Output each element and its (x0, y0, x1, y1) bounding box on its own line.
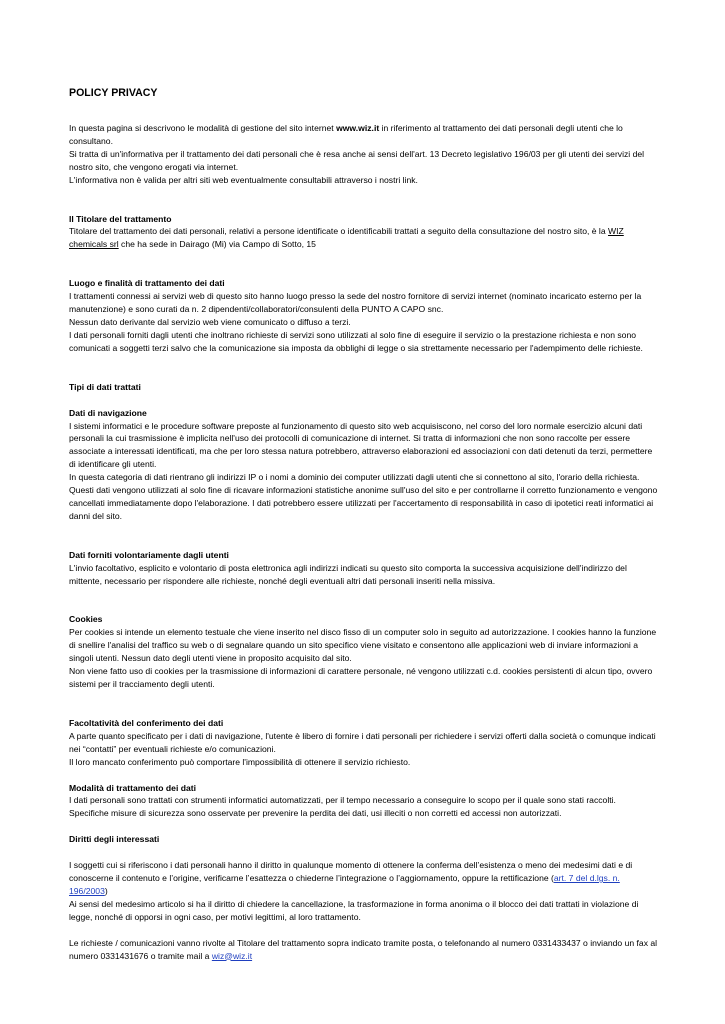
navigazione-paragraph-2: In questa categoria di dati rientrano gli indirizzi IP o i nomi a dominio dei computer utilizzati dagli utenti che si connettono al sito, l'orario della richiesta. Questi dati vengono utilizzati al solo fine di ricavare informazioni statistiche anonime sull'uso del sito e per controllarne il corretto funzionamento e vengono cancellati immediatamente dopo l'elaborazione. I dati potrebbero essere utilizzati per l'accertamento di responsabilità in caso di ipotetici reati informatici ai danni del sito. (69, 472, 658, 521)
contact-text: Le richieste / comunicazioni vanno rivolte al Titolare del trattamento sopra indicato tramite posta, o telefonando al numero 0331433437 o inviando un fax al numero 0331431676 o tramite mail a (69, 937, 658, 961)
law-article-link[interactable]: art. 7 del d.lgs. n. 196/2003 (69, 873, 620, 896)
diritti-text-end: ) (104, 885, 108, 896)
section-heading-titolare: Il Titolare del trattamento (69, 213, 172, 224)
titolare-paragraph (69, 225, 659, 251)
diritti-paragraph-1 (69, 859, 659, 898)
section-heading-facoltativita: Facoltatività del conferimento dei dati (69, 717, 224, 728)
policy-content (69, 86, 659, 963)
diritti-text-start: I soggetti cui si riferiscono i dati personali hanno il diritto in qualunque momento di ottenere la conferma dell’esistenza o meno dei medesimi dati e di conoscerne il contenuto e l’origine, verificarne l’esattezza o chiederne l’integrazione o l’aggiornamento, oppure la rettificazione ( (69, 860, 633, 884)
contact-paragraph (69, 937, 659, 963)
page-title: POLICY PRIVACY (69, 87, 158, 99)
section-heading-cookies: Cookies (69, 614, 103, 625)
intro-text-end: in riferimento al trattamento dei dati personali degli utenti che lo consultano. (69, 123, 623, 146)
section-heading-diritti: Diritti degli interessati (69, 834, 160, 845)
site-address: www.wiz.it (336, 123, 380, 133)
cookies-paragraph-2: Non viene fatto uso di cookies per la trasmissione di informazioni di carattere personale, né vengono utilizzati c.d. cookies persistenti di alcun tipo, ovvero sistemi per il tracciamento degli utenti. (69, 666, 653, 689)
luogo-paragraph-3: I dati personali forniti dagli utenti che inoltrano richieste di servizi sono utilizzati al solo fine di eseguire il servizio o la prestazione richiesta e non sono comunicati a soggetti terzi salvo che la comunicazione sia imposta da obblighi di legge o sia strettamente necessario per l'adempimento delle richieste. (69, 329, 643, 353)
section-heading-luogo: Luogo e finalità di trattamento dei dati (69, 278, 225, 289)
section-heading-tipi: Tipi di dati trattati (69, 381, 141, 392)
intro-paragraph (69, 122, 659, 148)
section-heading-navigazione: Dati di navigazione (69, 407, 147, 418)
intro-legal-paragraph: Si tratta di un'informativa per il trattamento dei dati personali che è resa anche ai sensi dell'art. 13 Decreto legislativo 196/03 per gli utenti dei servizi del nostro sito, che vengono erogati via internet. (69, 148, 645, 172)
volontari-paragraph: L'invio facoltativo, esplicito e volontario di posta elettronica agli indirizzi indicati su questo sito comporta la successiva acquisizione dell'indirizzo del mittente, necessario per rispondere alle richieste, nonché degli eventuali altri dati personali inseriti nella missiva. (69, 562, 627, 586)
modalita-paragraph-1: I dati personali sono trattati con strumenti informatici automatizzati, per il tempo necessario a conseguire lo scopo per il quale sono stati raccolti. (69, 795, 616, 806)
navigazione-paragraph-1: I sistemi informatici e le procedure software preposte al funzionamento di questo sito web acquisiscono, nel corso del loro normale esercizio alcuni dati personali la cui trasmissione è implicita nell'uso dei protocolli di comunicazione di internet. Si tratta di informazioni che non sono raccolte per essere associate a interessati identificati, ma che per loro stessa natura potrebbero, attraverso elaborazioni ed associazioni con dati detenuti da terzi, permettere di identificare gli utenti. (69, 420, 653, 470)
email-link[interactable]: wiz@wiz.it (211, 950, 253, 961)
modalita-paragraph-2: Specifiche misure di sicurezza sono osservate per prevenire la perdita dei dati, usi illeciti o non corretti ed accessi non autorizzati. (69, 808, 562, 819)
cookies-paragraph-1: Per cookies si intende un elemento testuale che viene inserito nel disco fisso di un computer solo in seguito ad autorizzazione. I cookies hanno la funzione di snellire l'analisi del traffico su web o di segnalare quando un sito specifico viene visitato e consentono alle applicazioni web di inviare informazioni a singoli utenti. Nessun dato degli utenti viene in proposito acquisito dal sito. (69, 627, 657, 664)
intro-text-start: In questa pagina si descrivono le modalità di gestione del sito internet (69, 123, 337, 133)
luogo-paragraph-1: I trattamenti connessi ai servizi web di questo sito hanno luogo presso la sede del nostro fornitore di servizi internet (nominato incaricato esterno per la manutenzione) e sono curati da n. 2 dipendenti/collaboratori/consulenti della PUNTO A CAPO snc. (69, 291, 642, 315)
section-heading-modalita: Modalità di trattamento dei dati (69, 782, 197, 793)
titolare-text-start: Titolare del trattamento dei dati personali, relativi a persone identificate o identificabili trattati a seguito della consultazione del nostro sito, è la (69, 226, 609, 237)
facoltativita-paragraph-2: Il loro mancato conferimento può comportare l'impossibilità di ottenere il servizio richiesto. (69, 756, 411, 767)
luogo-paragraph-2: Nessun dato derivante dal servizio web viene comunicato o diffuso a terzi. (69, 316, 351, 327)
intro-links-paragraph: L'informativa non è valida per altri siti web eventualmente consultabili attraverso i nostri link. (69, 174, 418, 185)
facoltativita-paragraph-1: A parte quanto specificato per i dati di navigazione, l'utente è libero di fornire i dati personali per richiedere i servizi offerti dalla società o comunque indicati nei “contatti” per eventuali richieste e/o comunicazioni. (69, 730, 656, 754)
company-name: WIZ chemicals srl (69, 226, 624, 250)
section-heading-volontari: Dati forniti volontariamente dagli utenti (69, 549, 229, 560)
titolare-text-end: che ha sede in Dairago (Mi) via Campo di Sotto, 15 (118, 239, 316, 250)
diritti-paragraph-2: Ai sensi del medesimo articolo si ha il diritto di chiedere la cancellazione, la trasformazione in forma anonima o il blocco dei dati trattati in violazione di legge, nonché di opporsi in ogni caso, per motivi legittimi, al loro trattamento. (69, 898, 639, 922)
